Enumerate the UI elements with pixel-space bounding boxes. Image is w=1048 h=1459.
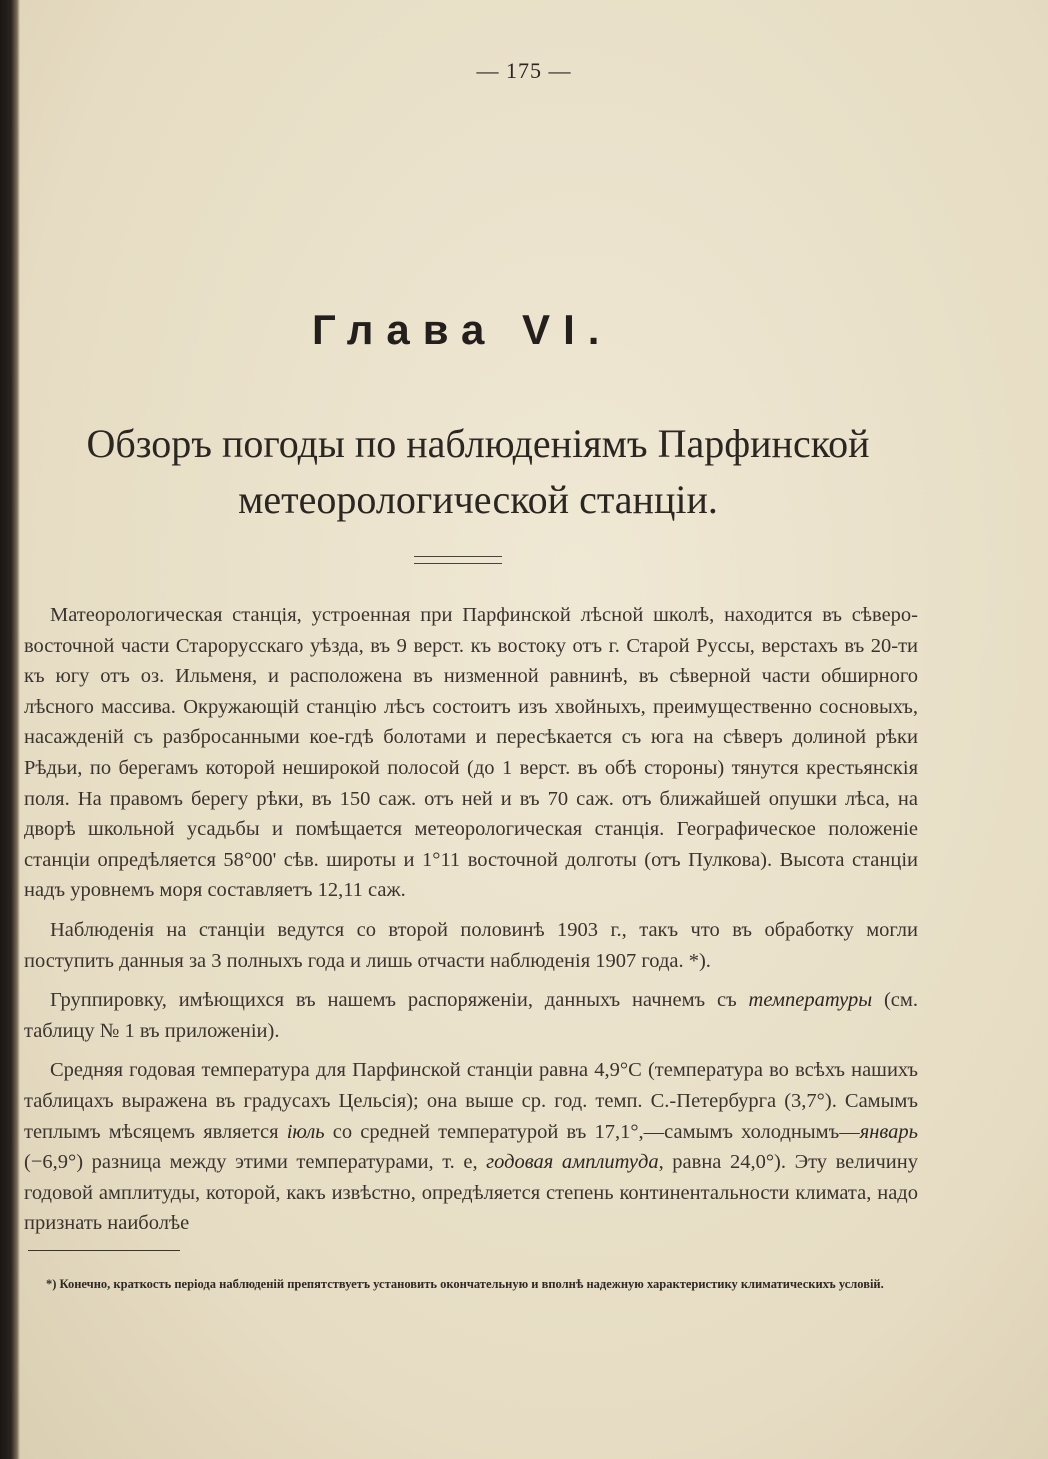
paragraph-1 <box>24 600 918 906</box>
section-title-line-2: метеорологической станціи. <box>238 477 718 522</box>
emphasis-term: іюль <box>286 1120 325 1143</box>
page-number: — 175 — <box>476 58 572 83</box>
section-title <box>18 416 938 528</box>
paragraph-2 <box>24 915 918 976</box>
footnote: *) Конечно, краткость періода наблюденій препятствуетъ установить окончательную и вполнѣ надежную характеристику климатическихъ условій. <box>46 1277 884 1291</box>
paragraph-4 <box>24 1055 918 1239</box>
footnote-rule <box>28 1250 180 1251</box>
emphasis-term: годовая амплитуда <box>486 1151 659 1174</box>
paragraph-3 <box>24 985 918 1046</box>
paragraph-text: Матеорологическая станція, устроенная при Парфинской лѣсной школѣ, находится въ сѣверо-восточной части Старорусскаго уѣзда, въ 9 верст. къ востоку отъ г. Старой Руссы, верстахъ въ 20-ти къ югу отъ оз. Ильменя, и расположена въ низменной равнинѣ, въ сѣверной части обширного лѣсного массива. Окружающій станцію лѣсъ состоитъ изъ хвойныхъ, преимущественно сосновыхъ, насажденій съ разбросанными кое-гдѣ болотами и пересѣкается съ юга на сѣверъ долиной рѣки Рѣдьи, по берегамъ которой неширокой полосой (до 1 верст. въ обѣ стороны) тянутся крестьянскія поля. На правомъ берегу рѣки, въ 150 саж. отъ ней и въ 70 саж. отъ ближайшей опушки лѣса, на дворѣ школьной усадьбы и помѣщается метеорологическая станція. Географическое положеніе станціи опредѣляется 58°00' сѣв. широты и 1°11 восточной долготы (отъ Пулкова). Высота станціи надъ уровнемъ моря составляетъ 12,11 саж. <box>24 604 918 902</box>
paragraph-text: Группировку, имѣющихся въ нашемъ распоряженіи, данныхъ начнемъ съ <box>50 989 749 1012</box>
title-double-rule <box>414 556 502 564</box>
section-title-line-1: Обзоръ погоды по наблюденіямъ Парфинской <box>86 421 870 466</box>
paragraph-text: Средняя годовая температура для Парфинской станціи равна 4,9°C (температура во всѣхъ нашихъ таблицахъ выражена въ градусахъ Цельсія); она выше ср. год. темп. С.-Петербурга (3,7°). Самымъ теплымъ мѣсяцемъ является <box>24 1059 918 1143</box>
paragraph-text: (−6,9°) разница между этими температурами, т. е, <box>24 1151 487 1174</box>
paragraph-text: , равна 24,0°). Эту величину годовой амплитуды, которой, какъ извѣстно, опредѣляется степень континентальности климата, надо признать наиболѣе <box>24 1151 918 1235</box>
emphasis-term: январь <box>859 1120 918 1143</box>
book-spine-shadow <box>0 0 20 1459</box>
emphasis-term: температуры <box>748 989 873 1012</box>
body-text <box>24 600 918 1248</box>
paragraph-text: Наблюденія на станціи ведутся со второй половинѣ 1903 г., такъ что въ обработку могли поступить данныя за 3 полныхъ года и лишь отчасти наблюденія 1907 года. *). <box>24 918 918 972</box>
paragraph-text: со средней температурой въ 17,1°,—самымъ холоднымъ— <box>324 1120 860 1143</box>
chapter-title: Глава VI. <box>312 306 613 353</box>
paragraph-text: (см. таблицу № 1 въ приложеніи). <box>24 989 918 1042</box>
